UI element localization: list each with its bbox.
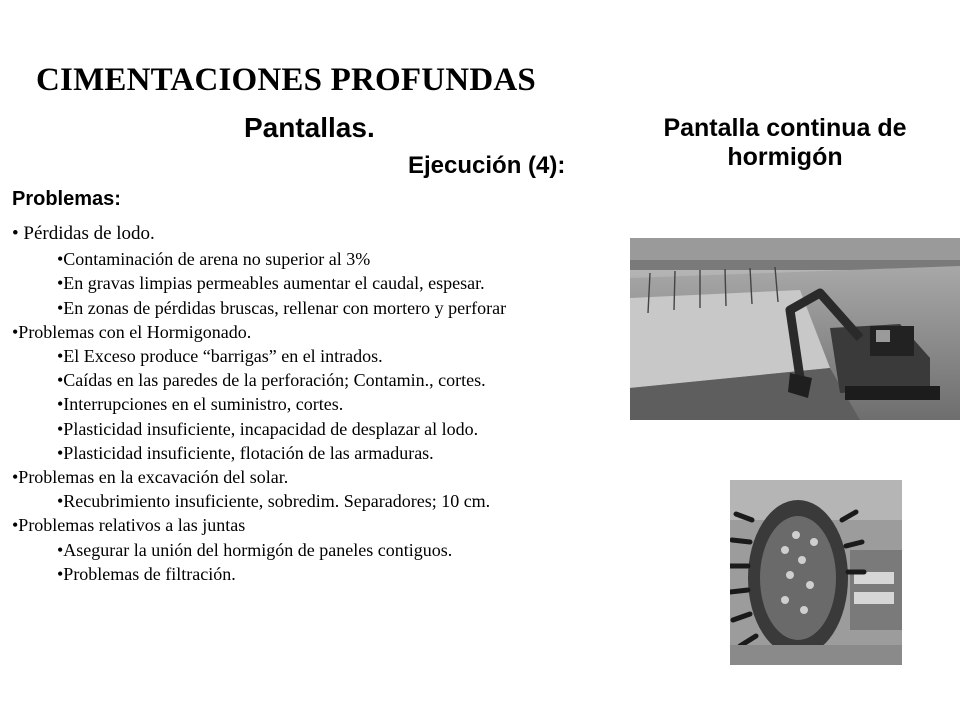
list-item: •Interrupciones en el suministro, cortes.: [57, 394, 344, 415]
list-item: •Problemas relativos a las juntas: [12, 515, 246, 536]
list-item: •El Exceso produce “barrigas” en el intrados.: [57, 346, 383, 367]
list-item: •En gravas limpias permeables aumentar el caudal, espesar.: [57, 273, 485, 294]
problems-heading: Problemas:: [12, 188, 121, 210]
list-item: • Pérdidas de lodo.: [12, 223, 155, 244]
excavator-photo: [630, 238, 960, 420]
list-item: •Asegurar la unión del hormigón de paneles contiguos.: [57, 539, 453, 560]
list-item: •Problemas de filtración.: [57, 563, 236, 584]
list-item: •En zonas de pérdidas bruscas, rellenar con mortero y perforar: [57, 297, 507, 318]
problems-list: [12, 222, 652, 586]
list-item: •Recubrimiento insuficiente, sobredim. Separadores; 10 cm.: [57, 491, 491, 512]
page-title: CIMENTACIONES PROFUNDAS: [36, 62, 536, 98]
cutter-wheel-photo: [730, 480, 902, 665]
list-item: •Plasticidad insuficiente, flotación de las armaduras.: [57, 442, 434, 463]
list-item: •Problemas con el Hormigonado.: [12, 321, 252, 342]
section-title: Ejecución (4):: [408, 152, 566, 179]
page-subtitle: Pantallas.: [244, 112, 375, 143]
list-item: •Caídas en las paredes de la perforación; Contamin., cortes.: [57, 370, 486, 391]
list-item: •Contaminación de arena no superior al 3%: [57, 249, 371, 270]
list-item: •Plasticidad insuficiente, incapacidad de desplazar al lodo.: [57, 418, 479, 439]
list-item: •Problemas en la excavación del solar.: [12, 467, 289, 488]
side-title: Pantalla continua de hormigón: [663, 114, 907, 171]
